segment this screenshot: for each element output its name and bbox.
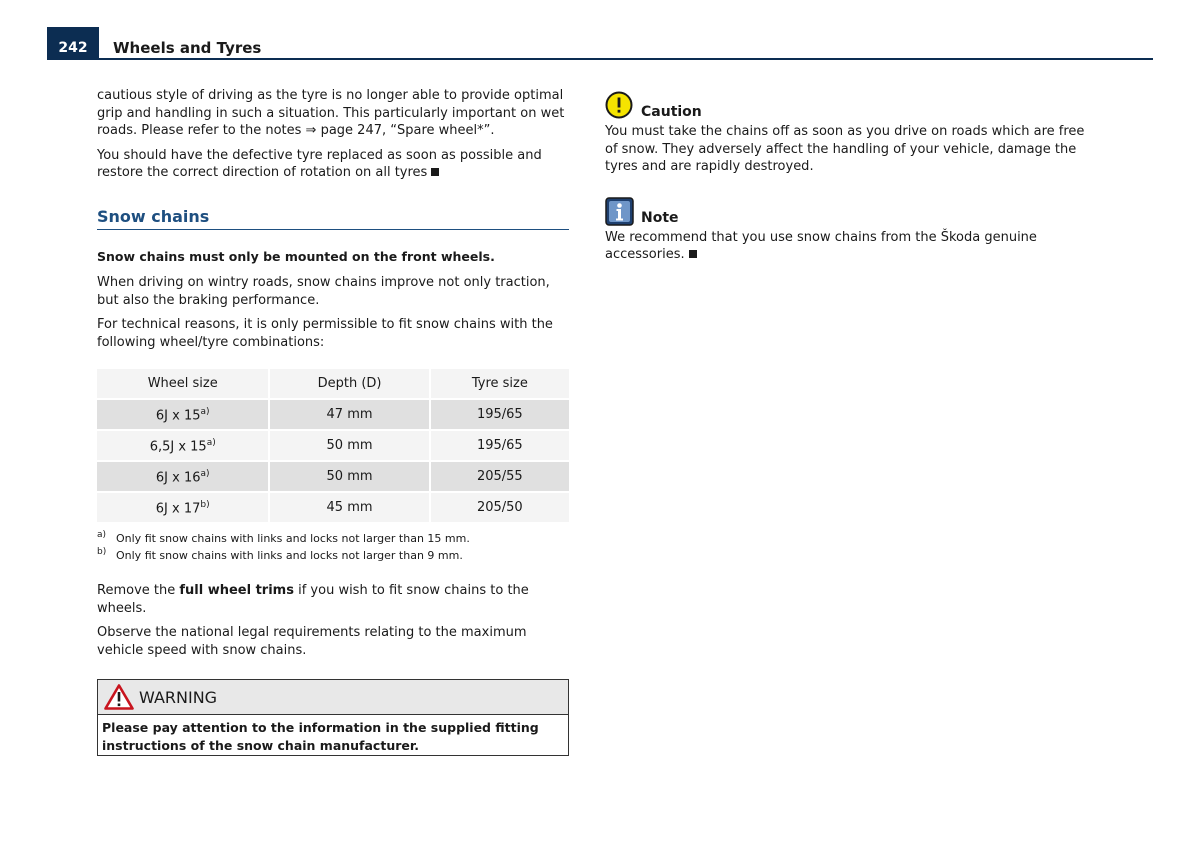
depth-cell: 50 mm (269, 461, 429, 492)
table-footnotes (97, 530, 569, 564)
warning-triangle-icon (104, 684, 134, 716)
section-heading-snow-chains: Snow chains (97, 208, 569, 230)
end-of-section-icon (431, 168, 439, 176)
column-header-tyre-size: Tyre size (430, 369, 569, 399)
header-divider (47, 58, 1153, 60)
legal-requirements-paragraph: Observe the national legal requirements relating to the maximum vehicle speed with snow chains. (97, 625, 527, 658)
warning-header (98, 680, 568, 715)
note-block (605, 197, 1085, 264)
wheel-size-cell: 6J x 16$^{a)}$ (97, 461, 269, 492)
depth-cell: 50 mm (269, 430, 429, 461)
column-header-depth: Depth (D) (269, 369, 429, 399)
warning-box (97, 679, 569, 756)
traction-paragraph: When driving on wintry roads, snow chains improve not only traction, but also the braking performance. (97, 275, 550, 308)
table-row (97, 461, 569, 492)
left-column (97, 87, 569, 756)
tyre-size-cell: 205/55 (430, 461, 569, 492)
spare-wheel-reference-link[interactable]: page 247, “Spare wheel*”. (316, 123, 495, 138)
footnote: b) Only fit snow chains with links and locks not larger than 9 mm. (97, 547, 463, 562)
warning-text: Please pay attention to the information in the supplied fitting instructions of the snow chain manufacturer. (102, 720, 539, 753)
end-of-section-icon (689, 250, 697, 258)
intro-text-part1: cautious style of driving as the tyre is no longer able to provide optimal grip and handling in such a situation. This particularly important on wet roads. Please refer to the notes (97, 88, 565, 138)
note-title: Note (641, 209, 679, 226)
tyre-size-cell: 205/50 (430, 492, 569, 522)
tyre-size-cell: 195/65 (430, 430, 569, 461)
front-wheels-rule: Snow chains must only be mounted on the front wheels. (97, 248, 495, 264)
chapter-title: Wheels and Tyres (113, 39, 262, 57)
wheel-size-cell: 6J x 15$^{a)}$ (97, 399, 269, 430)
snow-chain-combinations-table (97, 369, 569, 522)
caution-title: Caution (641, 104, 702, 120)
wheel-trims-paragraph: Remove the full wheel trims if you wish to fit snow chains to the wheels. (97, 583, 529, 616)
right-column (605, 91, 1085, 264)
reference-arrow-icon: ⇒ (305, 123, 317, 138)
technical-reasons-paragraph: For technical reasons, it is only permissible to fit snow chains with the following wheel/tyre combinations: (97, 317, 553, 350)
footnote: a) Only fit snow chains with links and locks not larger than 15 mm. (97, 530, 470, 545)
warning-title: WARNING (139, 688, 218, 707)
exclamation-circle-icon (605, 91, 633, 125)
note-text: We recommend that you use snow chains from the Škoda genuine accessories. (605, 229, 1037, 262)
tyre-size-cell: 195/65 (430, 399, 569, 430)
wheel-size-cell: 6J x 17$^{b)}$ (97, 492, 269, 522)
table-row (97, 399, 569, 430)
replace-tyre-paragraph (97, 147, 569, 182)
depth-cell: 47 mm (269, 399, 429, 430)
note-paragraph (605, 229, 1085, 264)
note-header (605, 197, 1085, 227)
table-row (97, 492, 569, 522)
caution-text: You must take the chains off as soon as you drive on roads which are free of snow. They adversely affect the handling of your vehicle, damage the tyres and are rapidly destroyed. (605, 124, 1085, 174)
table-row (97, 430, 569, 461)
replace-tyre-text: You should have the defective tyre replaced as soon as possible and restore the correct direction of rotation on all tyres (97, 147, 542, 180)
caution-header (605, 91, 1085, 121)
depth-cell: 45 mm (269, 492, 429, 522)
column-header-wheel-size: Wheel size (97, 369, 269, 399)
full-wheel-trims-emphasis: full wheel trims (179, 583, 294, 598)
caution-block (605, 91, 1085, 176)
info-icon (605, 197, 634, 232)
wheel-size-cell: 6,5J x 15$^{a)}$ (97, 430, 269, 461)
page-number: 242 (47, 27, 99, 60)
intro-paragraph (97, 87, 569, 140)
table-header-row (97, 369, 569, 399)
